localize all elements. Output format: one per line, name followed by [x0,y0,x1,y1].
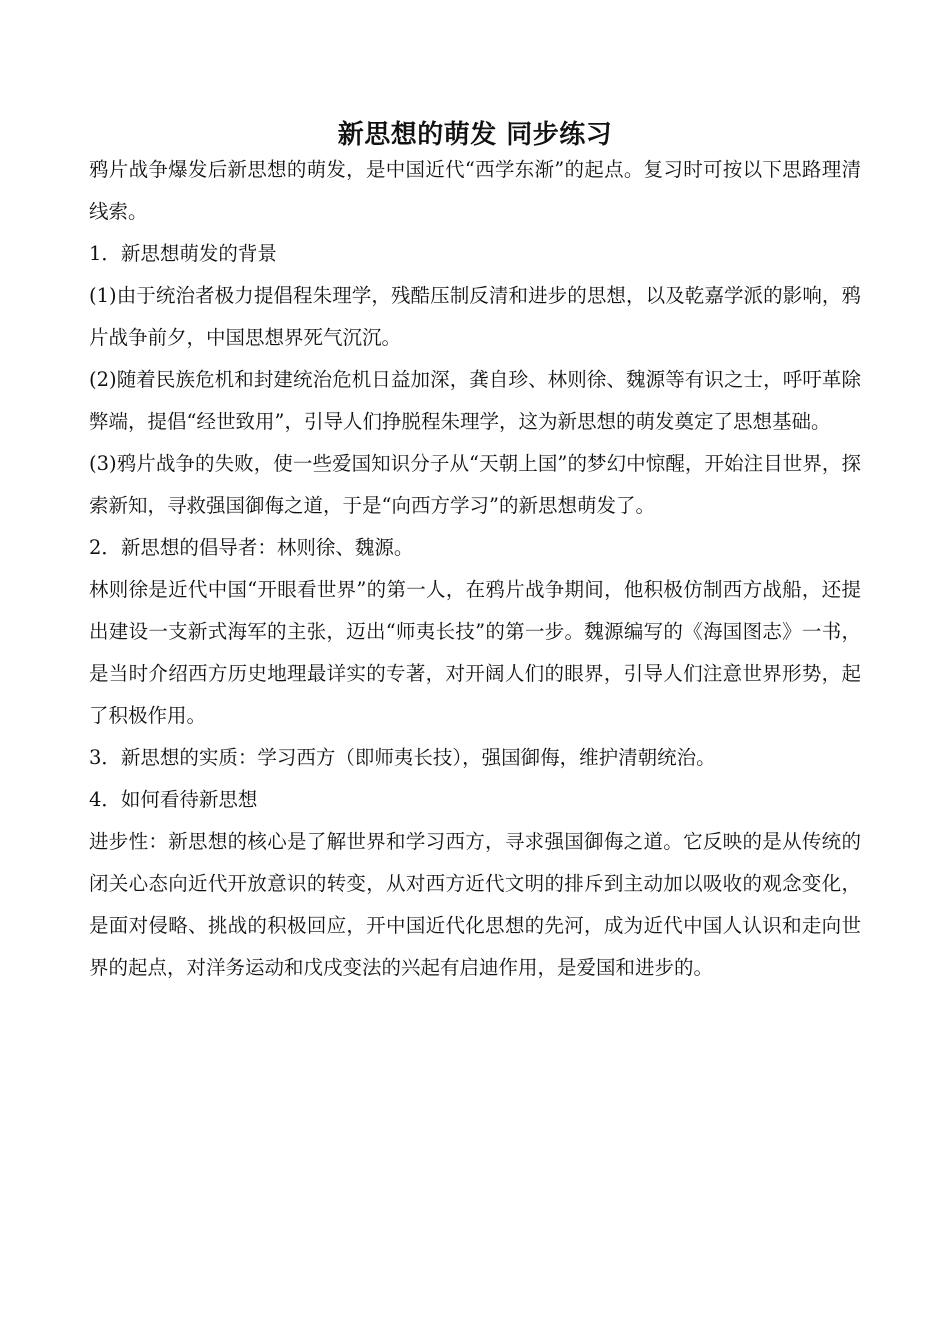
evaluation-paragraph: 进步性：新思想的核心是了解世界和学习西方，寻求强国御侮之道。它反映的是从传统的闭关心态向近代开放意识的转变，从对西方近代文明的排斥到主动加以吸收的观念变化，是面对侵略、挑战的积极回应，开中国近代化思想的先河，成为近代中国人认识和走向世界的起点，对洋务运动和戊戌变法的兴起有启迪作用，是爱国和进步的。 [89,830,861,979]
advocates-paragraph: 林则徐是近代中国“开眼看世界”的第一人，在鸦片战争期间，他积极仿制西方战船，还提出建设一支新式海军的主张，迈出“师夷长技”的第一步。魏源编写的《海国图志》一书，是当时介绍西方历史地理最详实的专著，对开阔人们的眼界，引导人们注意世界形势，起了积极作用。 [89,578,861,727]
intro-paragraph: 鸦片战争爆发后新思想的萌发，是中国近代“西学东渐”的起点。复习时可按以下思路理清线索。 [89,158,861,223]
document-title: 新思想的萌发 同步练习 [337,120,613,150]
background-point-2: (2)随着民族危机和封建统治危机日益加深，龚自珍、林则徐、魏源等有识之士，呼吁革除弊端，提倡“经世致用”，引导人们挣脱程朱理学，这为新思想的萌发奠定了思想基础。 [89,368,861,433]
section-heading-evaluation: 4．如何看待新思想 [89,788,258,811]
document-body [89,149,861,989]
section-heading-essence: 3．新思想的实质：学习西方（即师夷长技），强国御侮，维护清朝统治。 [89,746,716,769]
background-point-1: (1)由于统治者极力提倡程朱理学，残酷压制反清和进步的思想，以及乾嘉学派的影响，鸦片战争前夕，中国思想界死气沉沉。 [89,284,861,349]
background-point-3: (3)鸦片战争的失败，使一些爱国知识分子从“天朝上国”的梦幻中惊醒，开始注目世界，探索新知，寻救强国御侮之道，于是“向西方学习”的新思想萌发了。 [89,452,861,517]
section-heading-background: 1．新思想萌发的背景 [89,242,277,265]
section-heading-advocates: 2．新思想的倡导者：林则徐、魏源。 [89,536,414,559]
